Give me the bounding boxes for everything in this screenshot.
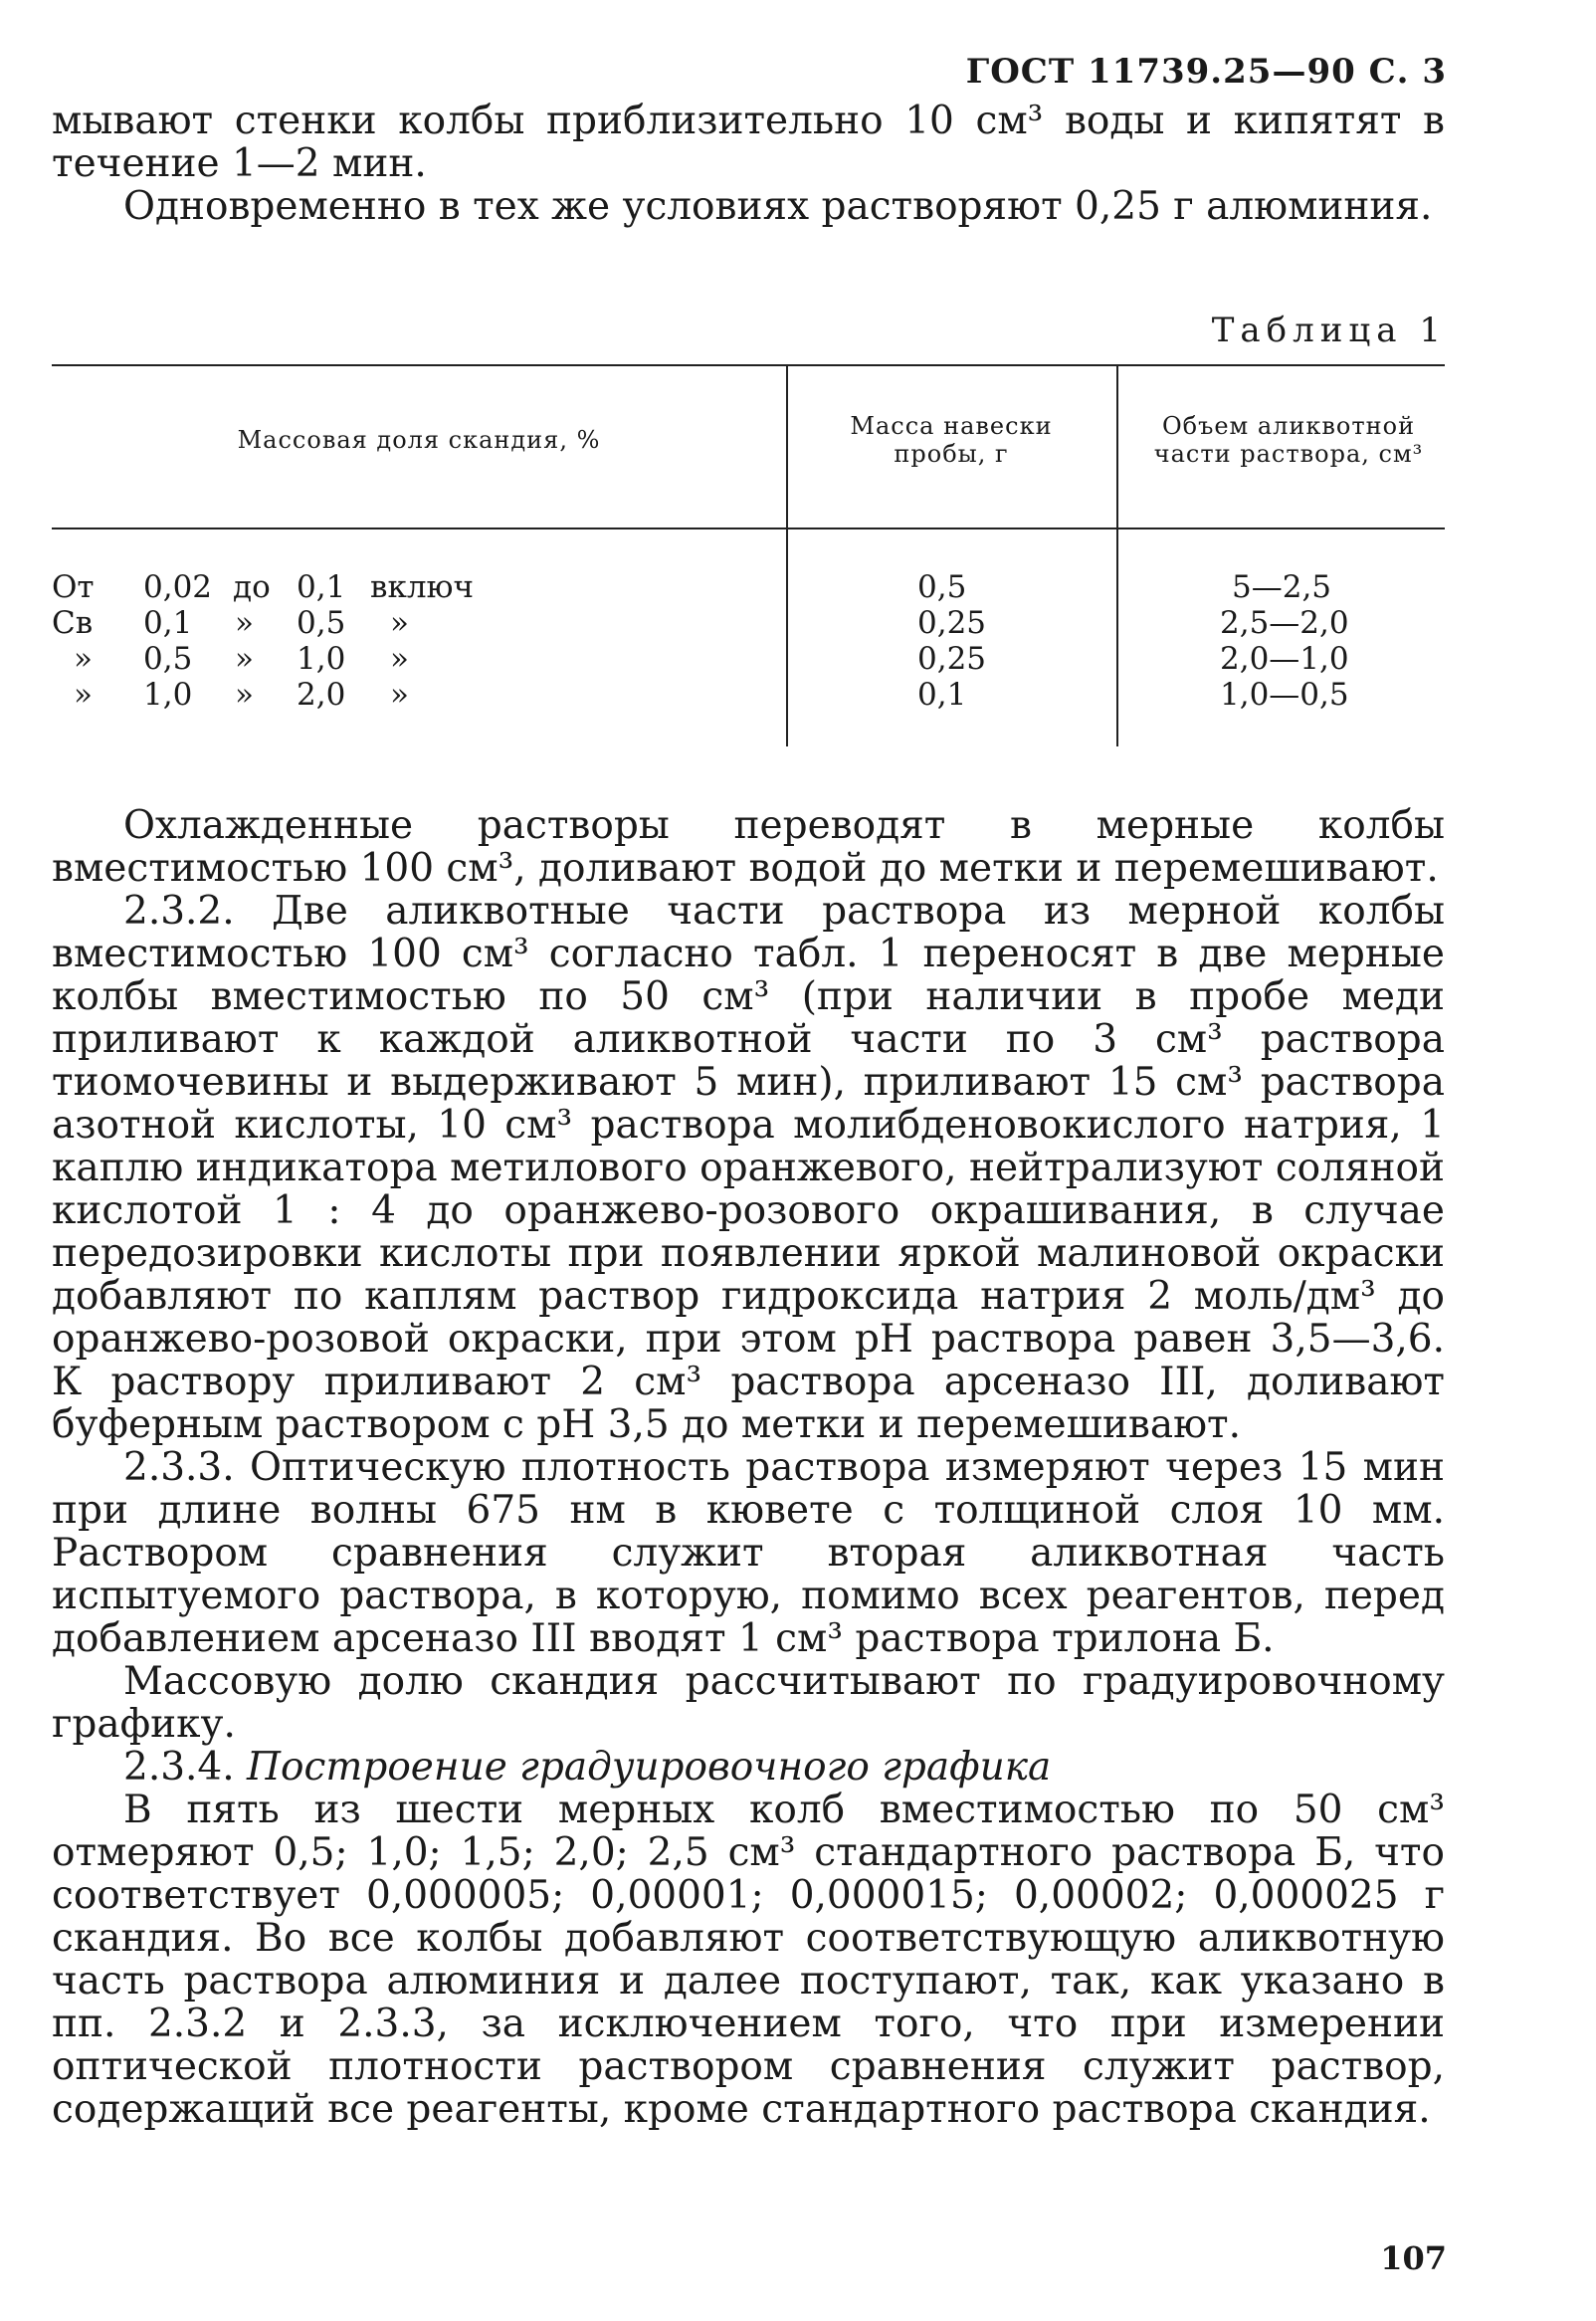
row-to-word: »	[235, 605, 254, 641]
section-heading-2-3-4	[52, 1746, 1445, 1789]
page-number: 107	[1380, 2239, 1447, 2277]
row-volume: 2,5—2,0	[1220, 605, 1349, 641]
paragraph-cooled-solutions: Охлажденные растворы переводят в мерные колбы вместимостью 100 см³, доливают водой до метки и перемешивают.	[52, 803, 1445, 891]
paragraph-2-3-3: 2.3.3. Оптическую плотность раствора измеряют через 15 мин при длине волны 675 нм в кювете с толщиной слоя 10 мм. Раствором сравнения служит вторая аликвотная часть испытуемого раствора, в которую, помимо всех реагентов, перед добавлением арсеназо III вводят 1 см³ раствора трилона Б.	[52, 1445, 1445, 1661]
table-row	[52, 569, 1445, 605]
row-to: 1,0	[297, 641, 346, 677]
intro-line-1: мывают стенки колбы приблизительно 10 см³ воды и кипятят в течение 1—2 мин.	[52, 99, 1445, 186]
paragraph-calibration: В пять из шести мерных колб вместимостью по 50 см³ отмеряют 0,5; 1,0; 1,5; 2,0; 2,5 см³ стандартного раствора Б, что соответствует 0,000005; 0,00001; 0,000015; 0,00002; 0,000025 г скандия. Во все колбы добавляют соответствующую аликвотную часть раствора алюминия и далее поступают, так, как указано в пп. 2.3.2 и 2.3.3, за исключением того, что при измерении оптической плотности раствором сравнения служит раствор, содержащий все реагенты, кроме стандартного раствора скандия.	[52, 1788, 1445, 2132]
row-prefix: Св	[52, 605, 94, 641]
row-mass: 0,1	[917, 677, 967, 713]
table-top-rule	[52, 364, 1445, 366]
header-scandium-fraction: Массовая доля скандия, %	[237, 426, 601, 454]
row-to: 0,1	[297, 569, 346, 605]
paragraph-2-3-2: 2.3.2. Две аликвотные части раствора из мерной колбы вместимостью 100 см³ согласно табл. 1 переносят в две мерные колбы вместимостью по 50 см³ (при наличии в пробе меди приливают к каждой аликвотной части по 3 см³ раствора тиомочевины и выдерживают 5 мин), приливают 15 см³ раствора азотной кислоты, 10 см³ раствора молибденовокислого натрия, 1 каплю индикатора метилового оранжевого, нейтрализуют соляной кислотой 1 : 4 до оранжево-розового окрашивания, в случае передозировки кислоты при появлении яркой малиновой окраски добавляют по каплям раствор гидроксида натрия 2 моль/дм³ до оранжево-розовой окраски, при этом рН раствора равен 3,5—3,6. К раствору приливают 2 см³ раствора арсеназо III, доливают буферным раствором с рН 3,5 до метки и перемешивают.	[52, 889, 1445, 1447]
row-suffix: »	[390, 605, 409, 641]
row-to: 0,5	[297, 605, 346, 641]
row-prefix: От	[52, 569, 95, 605]
paragraph-mass-fraction: Массовую долю скандия рассчитывают по градуировочному графику.	[52, 1659, 1445, 1747]
row-to-word: »	[235, 641, 254, 677]
header-aliquot-volume: Объем аликвотной части раствора, см³	[1153, 412, 1424, 468]
row-volume: 5—2,5	[1232, 569, 1332, 605]
row-to: 2,0	[297, 677, 346, 713]
row-from: 0,1	[143, 605, 193, 641]
table-caption: Таблица 1	[1211, 311, 1447, 350]
row-from: 1,0	[143, 677, 193, 713]
table-header-rule	[52, 528, 1445, 529]
row-from: 0,5	[143, 641, 193, 677]
table-row	[52, 605, 1445, 641]
row-mass: 0,25	[917, 605, 987, 641]
row-prefix: »	[74, 641, 93, 677]
row-to-word: до	[233, 569, 271, 605]
row-suffix: »	[390, 641, 409, 677]
intro-text	[52, 100, 1445, 228]
row-from: 0,02	[143, 569, 213, 605]
data-table	[52, 364, 1445, 746]
row-to-word: »	[235, 677, 254, 713]
row-mass: 0,5	[917, 569, 967, 605]
body-text	[52, 804, 1445, 2131]
row-suffix: »	[390, 677, 409, 713]
row-volume: 2,0—1,0	[1220, 641, 1349, 677]
row-suffix: включ	[370, 569, 475, 605]
section-title: Построение градуировочного графика	[247, 1745, 1052, 1790]
intro-line-2: Одновременно в тех же условиях растворяют 0,25 г алюминия.	[123, 184, 1433, 229]
table-row	[52, 677, 1445, 713]
page-header: ГОСТ 11739.25—90 С. 3	[965, 52, 1447, 92]
row-prefix: »	[74, 677, 93, 713]
section-number: 2.3.4.	[123, 1745, 235, 1790]
header-sample-mass: Масса навески пробы, г	[850, 412, 1053, 468]
table-row	[52, 641, 1445, 677]
row-volume: 1,0—0,5	[1220, 677, 1349, 713]
row-mass: 0,25	[917, 641, 987, 677]
